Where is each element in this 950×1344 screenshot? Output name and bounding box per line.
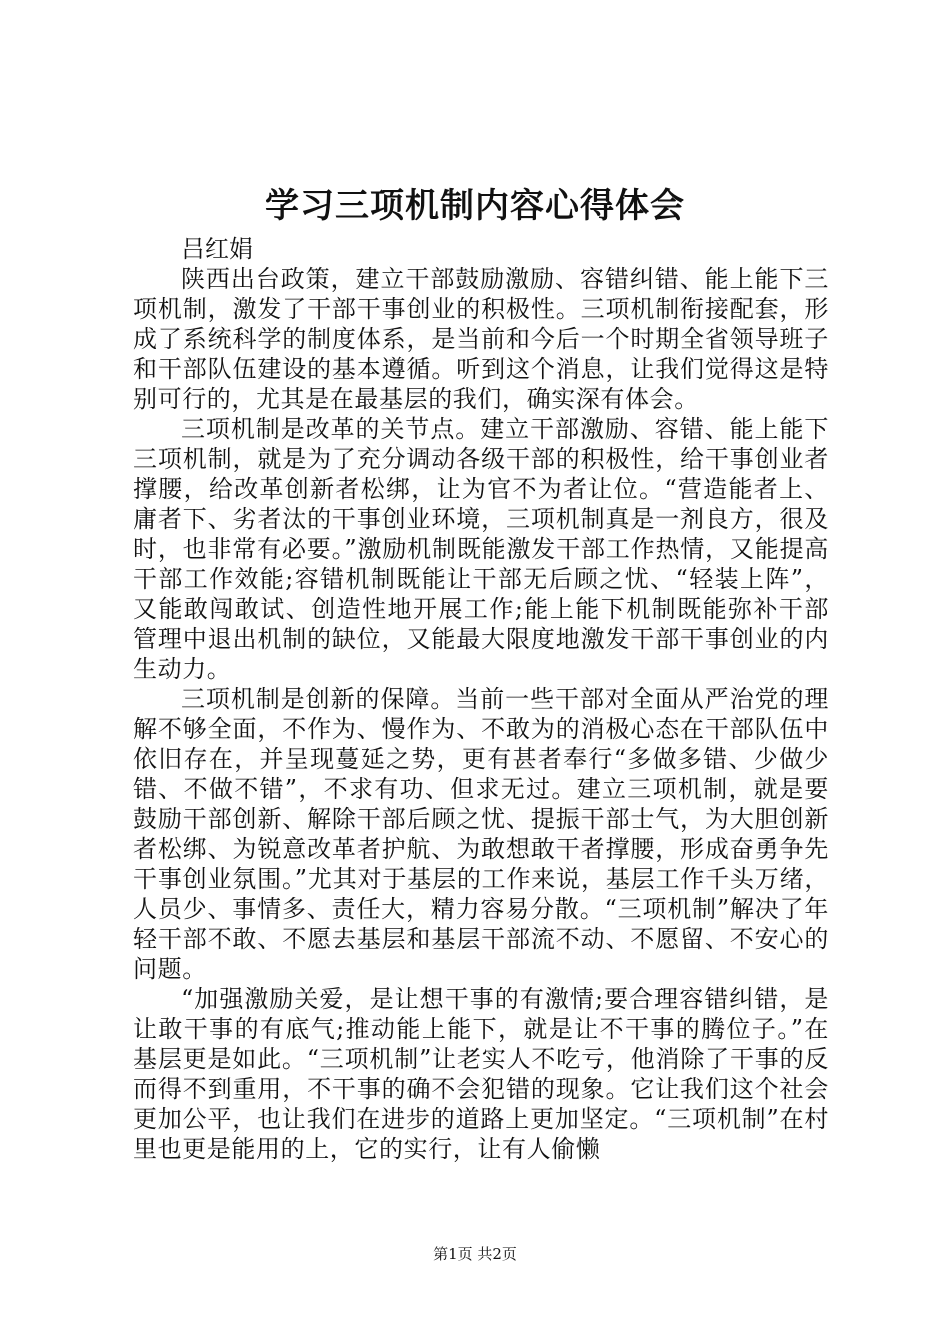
document-body (133, 234, 829, 1164)
page-footer: 第1页 共2页 (433, 1245, 517, 1263)
paragraph-4: “加强激励关爱，是让想干事的有激情;要合理容错纠错，是让敢干事的有底气;推动能上能下，就是让不干事的腾位子。”在基层更是如此。“三项机制”让老实人不吃亏，他消除了干事的反而得不到重用，不干事的确不会犯错的现象。它让我们这个社会更加公平，也让我们在进步的道路上更加坚定。“三项机制”在村里也更是能用的上，它的实行，让有人偷懒 (133, 985, 829, 1163)
paragraph-3: 三项机制是创新的保障。当前一些干部对全面从严治党的理解不够全面，不作为、慢作为、不敢为的消极心态在干部队伍中依旧存在，并呈现蔓延之势，更有甚者奉行“多做多错、少做少错、不做不错”，不求有功、但求无过。建立三项机制，就是要鼓励干部创新、解除干部后顾之忧、提振干部士气，为大胆创新者松绑、为锐意改革者护航、为敢想敢干者撑腰，形成奋勇争先干事创业氛围。”尤其对于基层的工作来说，基层工作千头万绪，人员少、事情多、责任大，精力容易分散。“三项机制”解决了年轻干部不敢、不愿去基层和基层干部流不动、不愿留、不安心的问题。 (133, 685, 829, 983)
paragraph-1: 陕西出台政策，建立干部鼓励激励、容错纠错、能上能下三项机制，激发了干部干事创业的积极性。三项机制衔接配套，形成了系统科学的制度体系，是当前和今后一个时期全省领导班子和干部队伍建设的基本遵循。听到这个消息，让我们觉得这是特别可行的，尤其是在最基层的我们，确实深有体会。 (133, 265, 829, 413)
paragraph-2: 三项机制是改革的关节点。建立干部激励、容错、能上能下三项机制，就是为了充分调动各级干部的积极性，给干事创业者撑腰，给改革创新者松绑，让为官不为者让位。“营造能者上、庸者下、劣者汰的干事创业环境，三项机制真是一剂良方，很及时，也非常有必要。”激励机制既能激发干部工作热情，又能提高干部工作效能;容错机制既能让干部无后顾之忧、“轻装上阵”，又能敢闯敢试、创造性地开展工作;能上能下机制既能弥补干部管理中退出机制的缺位，又能最大限度地激发干部干事创业的内生动力。 (133, 415, 829, 683)
author-name: 吕红娟 (181, 235, 253, 263)
document-title: 学习三项机制内容心得体会 (265, 186, 685, 226)
